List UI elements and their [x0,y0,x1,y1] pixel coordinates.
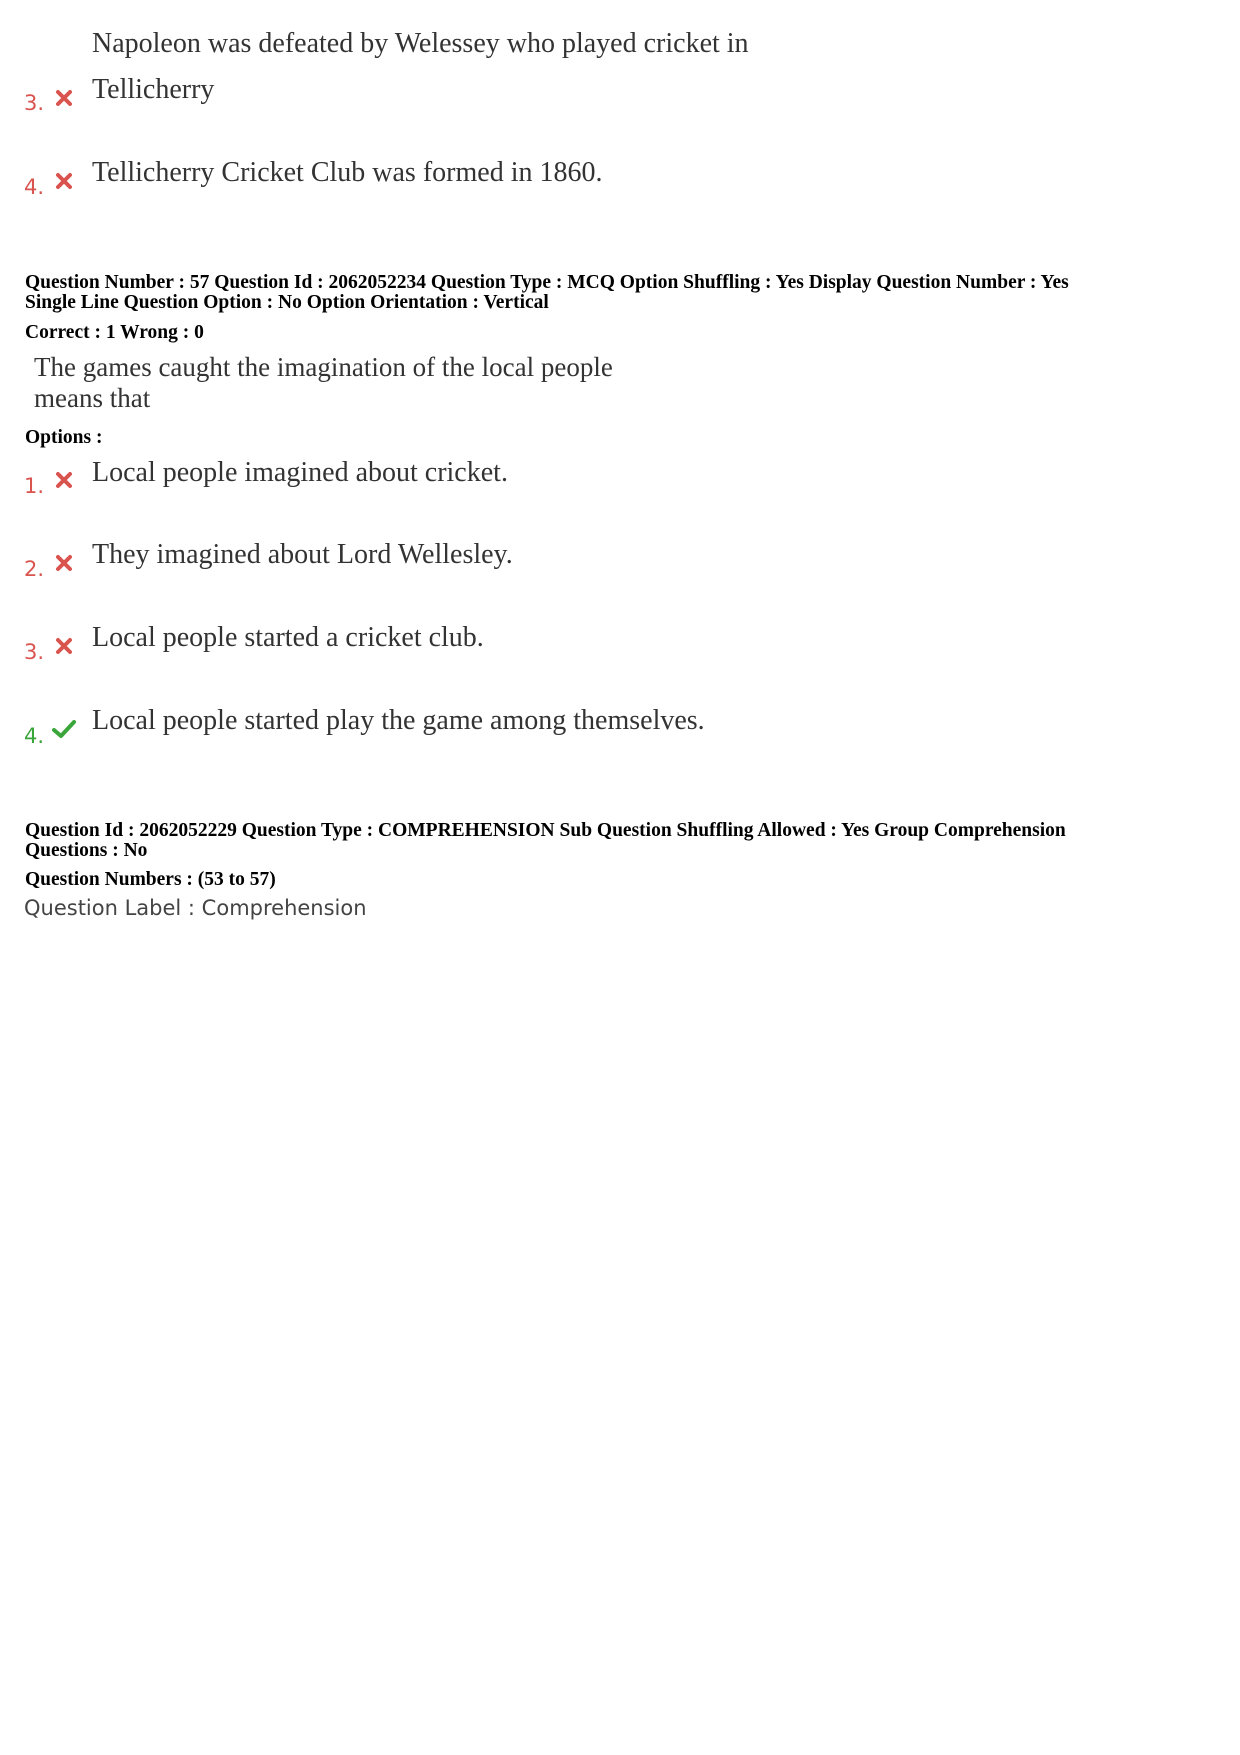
options-label: Options : [25,427,103,448]
option-4-number: 4. [24,724,45,748]
prev-option-3-line-2: Tellicherry [92,74,215,105]
cross-icon [55,172,73,190]
prev-question-options [0,0,1240,220]
comprehension-meta-line-1: Question Id : 2062052229 Question Type : COMPREHENSION Sub Question Shuffling Allowed : Yes Group Comprehension [25,820,1066,841]
comprehension-question-label: Question Label : Comprehension [24,896,367,920]
option-4-text: Local people started play the game among themselves. [92,705,705,736]
comprehension-meta-line-2: Questions : No [25,840,148,861]
cross-icon [55,471,73,489]
option-3-number: 3. [24,640,45,664]
option-2-text: They imagined about Lord Wellesley. [92,539,513,570]
comprehension-question-numbers: Question Numbers : (53 to 57) [25,869,276,890]
question-57-meta-line-1: Question Number : 57 Question Id : 2062052234 Question Type : MCQ Option Shuffling : Yes Display Question Number : Yes [25,272,1069,293]
option-3-text: Local people started a cricket club. [92,622,484,653]
option-1-text: Local people imagined about cricket. [92,457,508,488]
question-57-text-line-2: means that [34,383,151,413]
check-icon [52,719,76,739]
cross-icon [55,554,73,572]
option-2-number: 2. [24,557,45,581]
prev-option-3-number: 3. [24,91,45,115]
prev-option-3-line-1: Napoleon was defeated by Welessey who played cricket in [92,28,749,59]
option-1-number: 1. [24,474,45,498]
question-57-meta-line-2: Single Line Question Option : No Option Orientation : Vertical [25,292,549,313]
question-57-marks: Correct : 1 Wrong : 0 [25,322,204,343]
prev-option-4-text: Tellicherry Cricket Club was formed in 1860. [92,157,603,188]
cross-icon [55,637,73,655]
cross-icon [55,89,73,107]
question-57-text-line-1: The games caught the imagination of the local people [34,352,613,382]
prev-option-4-number: 4. [24,175,45,199]
